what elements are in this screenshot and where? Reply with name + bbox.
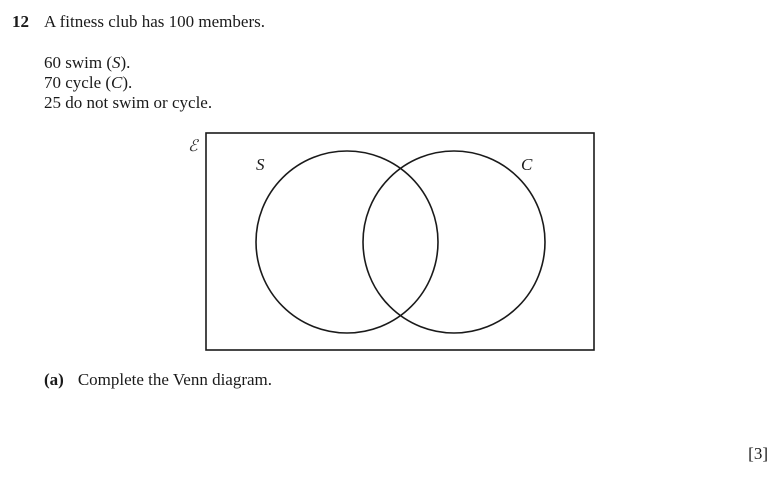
set-c-circle [363, 151, 545, 333]
part-a [44, 370, 272, 390]
fact-swim-text: 60 swim ( [44, 53, 112, 72]
universal-set-symbol: ℰ [188, 138, 198, 155]
part-a-label: (a) [44, 370, 64, 389]
question-stem: A fitness club has 100 members. [44, 12, 265, 31]
question-number: 12 [12, 12, 29, 31]
set-s-label: S [256, 155, 265, 174]
marks-allocation: [3] [748, 444, 768, 463]
fact-cycle-text: 70 cycle ( [44, 73, 112, 92]
fact-cycle-symbol: C [111, 73, 123, 92]
fact-neither-text: 25 do not swim or cycle. [44, 93, 213, 112]
fact-cycle-close: ). [122, 73, 133, 92]
fact-swim-close: ). [120, 53, 131, 72]
fact-swim-symbol: S [112, 53, 121, 72]
set-s-circle [256, 151, 438, 333]
set-c-label: C [521, 155, 533, 174]
part-a-instruction: Complete the Venn diagram. [77, 370, 273, 389]
